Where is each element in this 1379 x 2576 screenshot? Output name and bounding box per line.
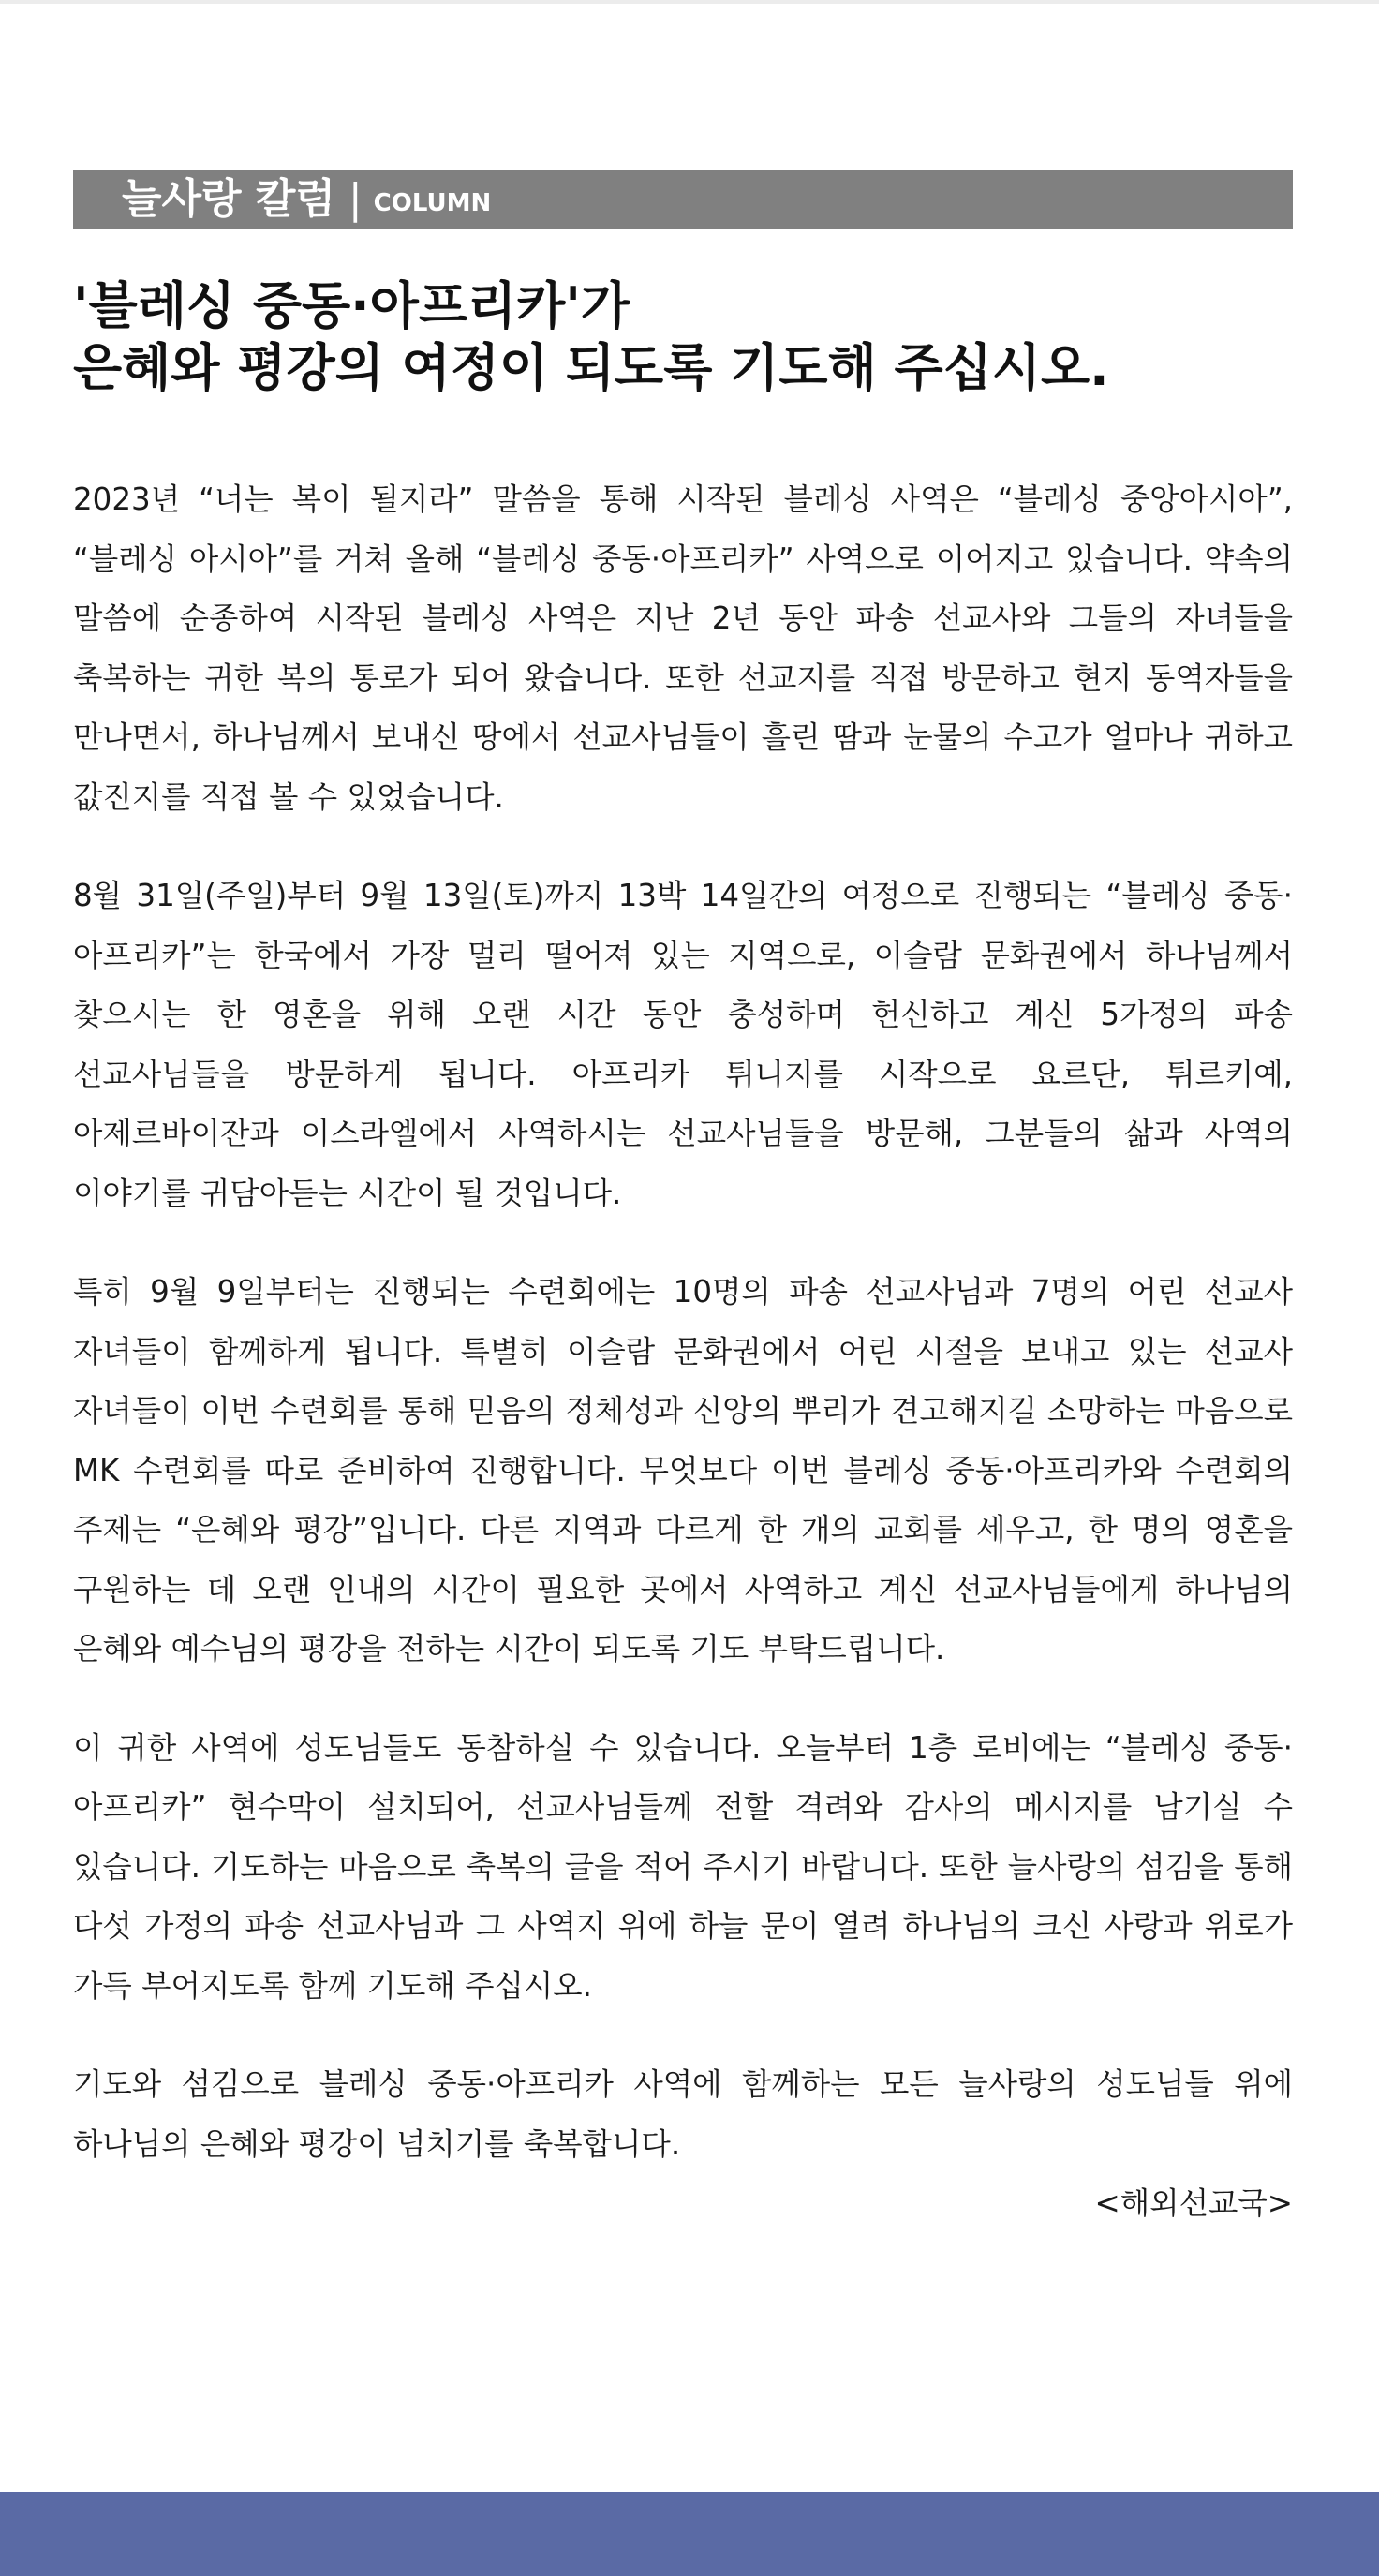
- banner-separator: |: [348, 175, 363, 223]
- column-subtitle: COLUMN: [373, 189, 492, 217]
- article-headline: [73, 275, 1293, 399]
- column-banner: [73, 170, 1293, 229]
- top-divider: [0, 0, 1379, 4]
- paragraph-3: 특히 9월 9일부터는 진행되는 수련회에는 10명의 파송 선교사님과 7명의 어린 선교사 자녀들이 함께하게 됩니다. 특별히 이슬람 문화권에서 어린 시절을 보내고 있는 선교사 자녀들이 이번 수련회를 통해 믿음의 정체성과 신앙의 뿌리가 견고해지길 소망하는 마음으로 MK 수련회를 따로 준비하여 진행합니다. 무엇보다 이번 블레싱 중동·아프리카와 수련회의 주제는 “은혜와 평강”입니다. 다른 지역과 다르게 한 개의 교회를 세우고, 한 명의 영혼을 구원하는 데 오랜 인내의 시간이 필요한 곳에서 사역하고 계신 선교사님들에게 하나님의 은혜와 예수님의 평강을 전하는 시간이 되도록 기도 부탁드립니다.: [73, 1274, 1293, 1666]
- author-signature: <해외선교국>: [1094, 2185, 1293, 2221]
- article-body: [73, 470, 1293, 2234]
- paragraph-4: 이 귀한 사역에 성도님들도 동참하실 수 있습니다. 오늘부터 1층 로비에는 “블레싱 중동·아프리카” 현수막이 설치되어, 선교사님들께 전할 격려와 감사의 메시지를 남기실 수 있습니다. 기도하는 마음으로 축복의 글을 적어 주시기 바랍니다. 또한 늘사랑의 섬김을 통해 다섯 가정의 파송 선교사님과 그 사역지 위에 하늘 문이 열려 하나님의 크신 사랑과 위로가 가득 부어지도록 함께 기도해 주십시오.: [73, 1729, 1293, 2004]
- paragraph-5: 기도와 섬김으로 블레싱 중동·아프리카 사역에 함께하는 모든 늘사랑의 성도님들 위에 하나님의 은혜와 평강이 넘치기를 축복합니다.: [73, 2066, 1293, 2162]
- headline-line-2: 은혜와 평강의 여정이 되도록 기도해 주십시오.: [73, 338, 1109, 397]
- paragraph-2: 8월 31일(주일)부터 9월 13일(토)까지 13박 14일간의 여정으로 진행되는 “블레싱 중동·아프리카”는 한국에서 가장 멀리 떨어져 있는 지역으로, 이슬람 문화권에서 하나님께서 찾으시는 한 영혼을 위해 오랜 시간 동안 충성하며 헌신하고 계신 5가정의 파송 선교사님들을 방문하게 됩니다. 아프리카 튀니지를 시작으로 요르단, 튀르키예, 아제르바이잔과 이스라엘에서 사역하시는 선교사님들을 방문해, 그분들의 삶과 사역의 이야기를 귀담아듣는 시간이 될 것입니다.: [73, 878, 1293, 1211]
- footer-bar: [0, 2492, 1379, 2576]
- column-title: 늘사랑 칼럼: [122, 175, 335, 223]
- headline-line-1: '블레싱 중동·아프리카'가: [73, 276, 630, 335]
- paragraph-1: 2023년 “너는 복이 될지라” 말씀을 통해 시작된 블레싱 사역은 “블레싱 중앙아시아”, “블레싱 아시아”를 거쳐 올해 “블레싱 중동·아프리카” 사역으로 이어지고 있습니다. 약속의 말씀에 순종하여 시작된 블레싱 사역은 지난 2년 동안 파송 선교사와 그들의 자녀들을 축복하는 귀한 복의 통로가 되어 왔습니다. 또한 선교지를 직접 방문하고 현지 동역자들을 만나면서, 하나님께서 보내신 땅에서 선교사님들이 흘린 땀과 눈물의 수고가 얼마나 귀하고 값진지를 직접 볼 수 있었습니다.: [73, 481, 1293, 815]
